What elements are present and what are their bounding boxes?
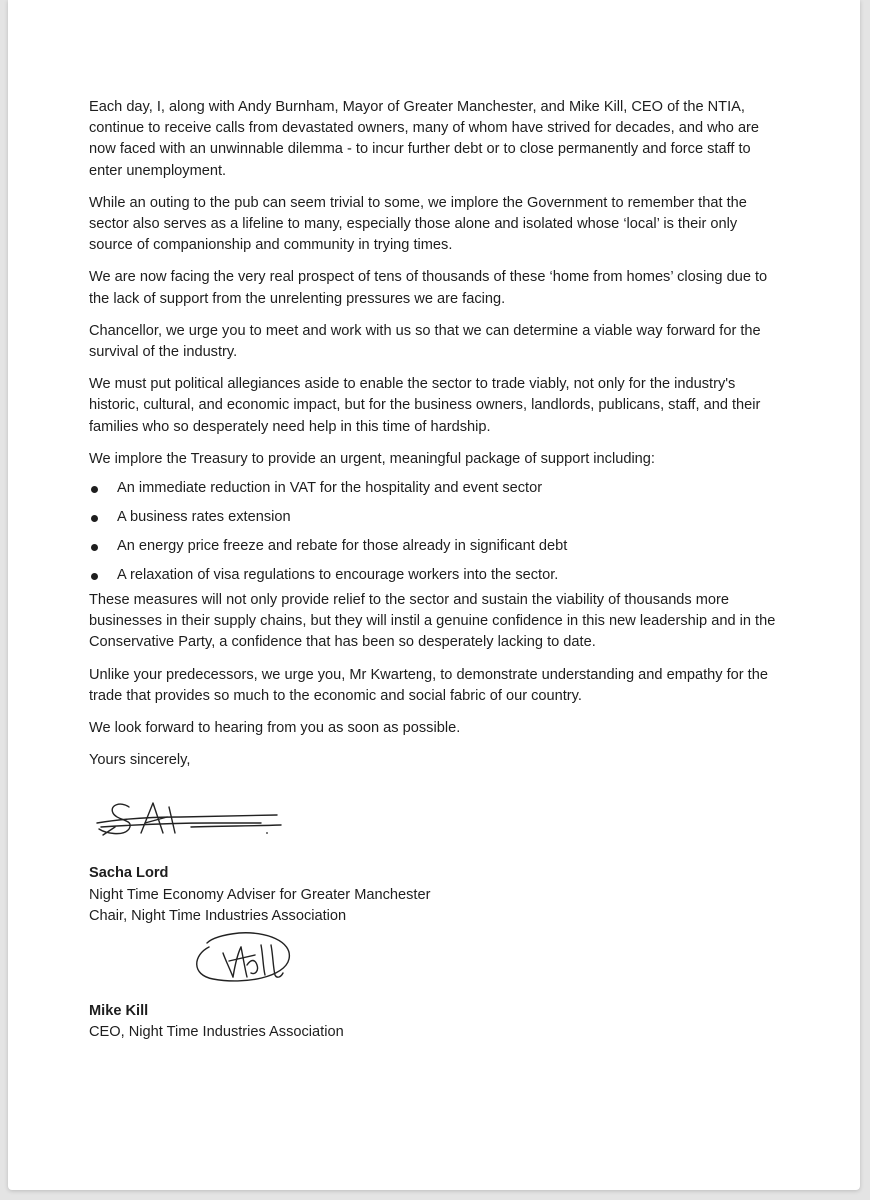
signatory-title: Chair, Night Time Industries Association <box>89 907 347 924</box>
paragraph-measures-impact: These measures will not only provide relief to the sector and sustain the viability of thousands more businesses in their supply chains, but they will instil a genuine confidence in this new leadership and in the Conservative Party, a confidence that has been so desperately lacking to date. <box>89 592 776 651</box>
paragraph-meeting-request: Chancellor, we urge you to meet and work with us so that we can determine a viable way forward for the survival of the industry. <box>89 322 761 361</box>
support-measures-list <box>89 478 779 590</box>
signatory-sacha-lord <box>89 863 779 927</box>
list-item-text: An immediate reduction in VAT for the hospitality and event sector <box>117 480 543 497</box>
list-item <box>89 536 779 565</box>
list-item <box>89 565 779 590</box>
paragraph-closures: We are now facing the very real prospect of tens of thousands of these ‘home from homes’ closing due to the lack of support from the unrelenting pressures we are facing. <box>89 269 768 307</box>
bullet-icon <box>91 573 98 580</box>
signatory-title: Night Time Economy Adviser for Greater Manchester <box>89 886 431 903</box>
letter-page <box>8 0 860 1190</box>
list-item-text: An energy price freeze and rebate for those already in significant debt <box>117 538 568 555</box>
mike-kill-signature-icon <box>185 925 305 991</box>
bullet-icon <box>91 544 98 551</box>
signatory-title: CEO, Night Time Industries Association <box>89 1024 344 1041</box>
letter-body <box>89 97 779 1043</box>
list-item-text: A relaxation of visa regulations to encourage workers into the sector. <box>117 567 559 584</box>
signatory-name: Sacha Lord <box>89 865 169 882</box>
paragraph-daily-calls: Each day, I, along with Andy Burnham, Mayor of Greater Manchester, and Mike Kill, CEO of the NTIA, continue to receive calls from devastated owners, many of whom have strived for decades, and who are now faced with an unwinnable dilemma - to incur further debt or to close permanently and force staff to enter unemployment. <box>89 99 760 179</box>
paragraph-kwarteng: Unlike your predecessors, we urge you, Mr Kwarteng, to demonstrate understanding and empathy for the trade that provides so much to the economic and social fabric of our country. <box>89 666 768 704</box>
paragraph-support-request: We implore the Treasury to provide an urgent, meaningful package of support including: <box>89 450 655 467</box>
paragraph-look-forward: We look forward to hearing from you as soon as possible. <box>89 720 461 737</box>
list-item-text: A business rates extension <box>117 509 291 526</box>
sign-off: Yours sincerely, <box>89 752 191 769</box>
sacha-lord-signature-icon <box>91 793 291 853</box>
list-item <box>89 507 779 536</box>
list-item <box>89 478 779 507</box>
signatory-name: Mike Kill <box>89 1003 149 1020</box>
bullet-icon <box>91 515 98 522</box>
signatory-mike-kill <box>89 1001 779 1043</box>
paragraph-political-allegiances: We must put political allegiances aside to enable the sector to trade viably, not only for the industry's historic, cultural, and economic impact, but for the business owners, landlords, publicans, staff, and their families who so desperately need help in this time of hardship. <box>89 376 761 435</box>
bullet-icon <box>91 486 98 493</box>
paragraph-lifeline: While an outing to the pub can seem trivial to some, we implore the Government to remember that the sector also serves as a lifeline to many, especially those alone and isolated whose ‘local’ is their only source of companionship and community in trying times. <box>89 194 747 254</box>
